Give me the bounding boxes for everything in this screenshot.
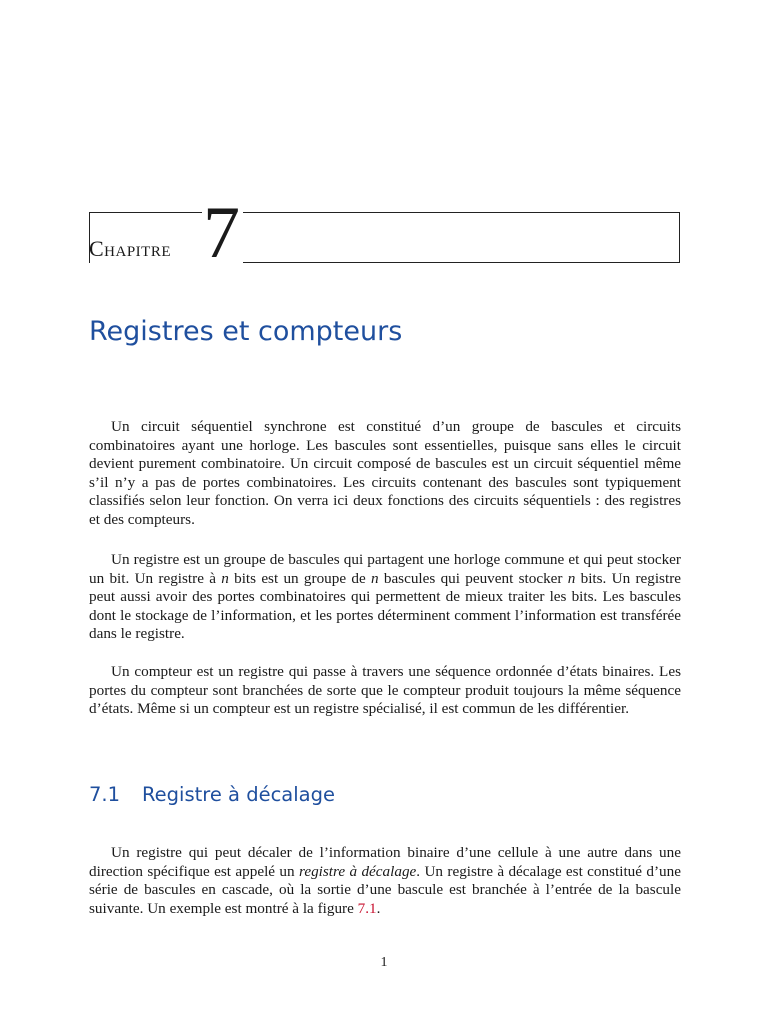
variable-n: n — [370, 569, 379, 587]
paragraph-decalage — [89, 844, 681, 918]
chapter-frame-right — [243, 212, 680, 263]
variable-n: n — [567, 569, 576, 587]
paragraph-registre — [89, 551, 681, 644]
text-span: bits est un groupe de — [228, 569, 371, 587]
section-number: 7.1 — [89, 783, 121, 806]
text-span: Un registre qui peut décaler de l’information binaire d’une cellule à une autre dans une direction spécifique est appelé un — [89, 844, 681, 880]
chapter-number: 7 — [203, 192, 240, 274]
chapter-title: Registres et compteurs — [89, 316, 403, 347]
variable-n: n — [221, 569, 229, 587]
page-number: 1 — [380, 955, 388, 970]
section-title: Registre à décalage — [142, 783, 335, 806]
term-registre-a-decalage: registre à décalage — [298, 862, 417, 880]
text-span: . Un registre à décalage est constitué d’une série de bascules en cascade, où la sortie d’une bascule est branchée à l’entrée de la bascule suivante. Un exemple est montré à la figure — [89, 862, 681, 917]
text-span: bits. Un registre peut aussi avoir des portes combinatoires qui permettent de mieux traiter les bits. Les bascules dont le stockage de l’information, et les portes déterminent comment l’information est transférée dans le registre. — [89, 569, 681, 643]
section-heading — [89, 783, 335, 806]
chapter-label: Chapitre — [89, 236, 172, 261]
paragraph-compteur: Un compteur est un registre qui passe à travers une séquence ordonnée d’états binaires. Les portes du compteur sont branchées de sorte que le compteur produit toujours la même séquence d’états. Même si un compteur est un registre spécialisé, il est commun de les différentier. — [89, 663, 681, 718]
text-span: . — [376, 899, 381, 917]
figure-reference-link[interactable]: 7.1 — [357, 899, 377, 917]
text-span: Un registre est un groupe de bascules qui partagent une horloge commune et qui peut stocker un bit. Un registre à — [89, 551, 681, 587]
text-span: bascules qui peuvent stocker — [378, 569, 568, 587]
paragraph-intro: Un circuit séquentiel synchrone est constitué d’un groupe de bascules et circuits combinatoires ayant une horloge. Les bascules sont essentielles, puisque sans elles le circuit devient purement combinatoire. Un circuit composé de bascules est un circuit séquentiel même s’il n’y a pas de portes combinatoires. Les circuits contenant des bascules sont typiquement classifiés selon leur fonction. On verra ici deux fonctions des circuits séquentiels : des registres et des compteurs. — [89, 418, 681, 528]
